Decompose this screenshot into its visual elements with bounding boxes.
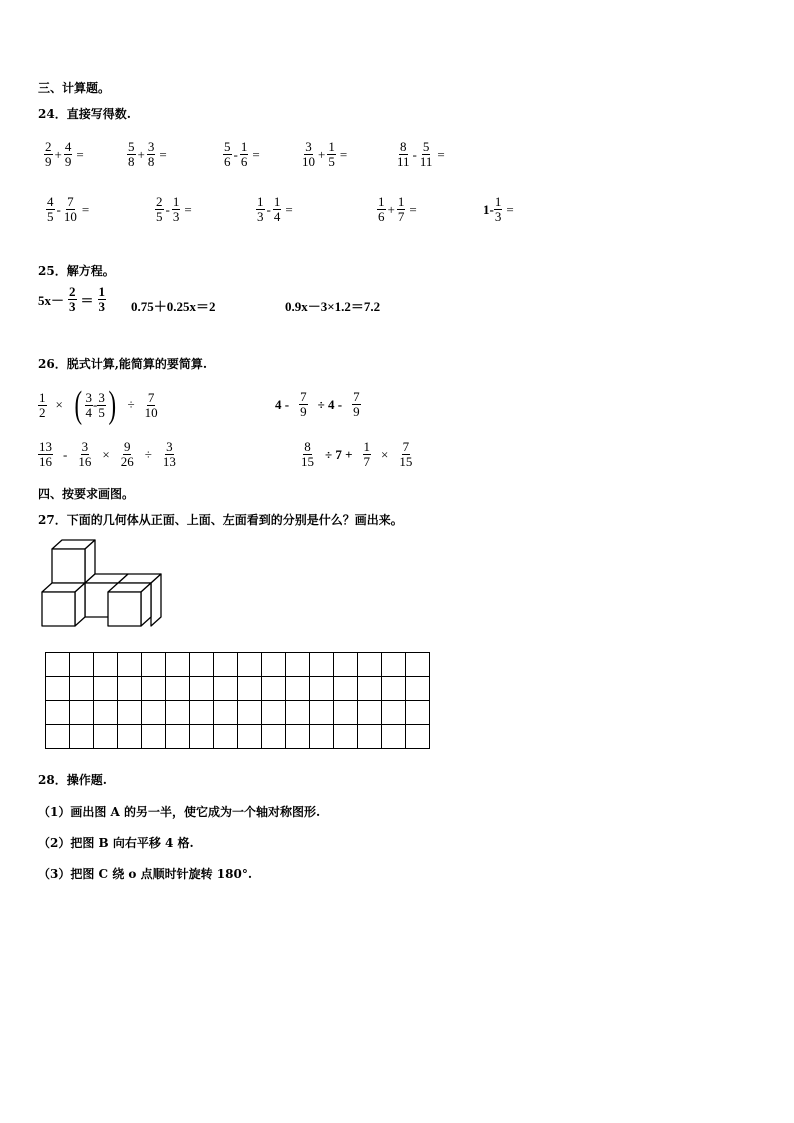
fraction <box>85 391 94 420</box>
q25-equation-2: 0.75＋0.25x＝2 <box>131 299 216 314</box>
numerator: 2 <box>156 194 163 209</box>
operator: - <box>266 201 271 217</box>
fraction <box>44 140 53 169</box>
grid-cell[interactable] <box>46 653 70 677</box>
grid-cell[interactable] <box>262 677 286 701</box>
q24-expression <box>127 140 169 169</box>
right-paren: ) <box>108 384 116 426</box>
fraction <box>419 140 434 169</box>
grid-cell[interactable] <box>46 677 70 701</box>
drawing-grid[interactable] <box>45 652 430 749</box>
fraction <box>120 440 135 469</box>
grid-cell[interactable] <box>238 653 262 677</box>
q25-equation-1 <box>38 285 110 314</box>
denominator: 4 <box>85 404 92 420</box>
denominator: 10 <box>302 154 315 169</box>
numerator: 7 <box>300 389 307 404</box>
grid-cell[interactable] <box>406 653 430 677</box>
minus-sign: - <box>93 397 98 412</box>
fraction <box>352 390 361 419</box>
grid-cell[interactable] <box>94 677 118 701</box>
operator: - <box>412 146 417 162</box>
q24-expression <box>155 195 194 224</box>
numerator: 3 <box>81 439 89 454</box>
fraction <box>240 140 249 169</box>
times-sign: × <box>55 397 63 412</box>
grid-cell[interactable] <box>334 701 358 725</box>
q26-expression-4 <box>300 440 413 469</box>
q24-expression <box>483 195 516 224</box>
fraction <box>38 440 53 469</box>
fraction <box>256 195 265 224</box>
fraction <box>38 391 47 420</box>
numerator: 1 <box>378 194 385 209</box>
grid-cell[interactable] <box>310 725 334 749</box>
left-paren: ( <box>74 384 82 426</box>
denominator: 11 <box>397 154 410 169</box>
grid-cell[interactable] <box>406 677 430 701</box>
grid-row[interactable] <box>46 701 430 725</box>
grid-cell[interactable] <box>358 725 382 749</box>
numerator: 7 <box>67 194 74 209</box>
denominator: 15 <box>301 454 314 469</box>
divide-sign: ÷ <box>144 446 152 462</box>
operator: + <box>137 146 145 162</box>
operator: + <box>318 146 326 162</box>
denominator: 9 <box>300 404 307 419</box>
q25-equation-3: 0.9x－3×1.2＝7.2 <box>285 299 381 314</box>
grid-cell[interactable] <box>190 677 214 701</box>
grid-cell[interactable] <box>382 725 406 749</box>
grid-cell[interactable] <box>46 725 70 749</box>
grid-cell[interactable] <box>94 701 118 725</box>
equals-sign: = <box>184 201 192 217</box>
denominator: 5 <box>98 404 105 420</box>
grid-cell[interactable] <box>166 701 190 725</box>
grid-cell[interactable] <box>118 677 142 701</box>
grid-cell[interactable] <box>166 653 190 677</box>
fraction <box>363 440 372 469</box>
grid-cell[interactable] <box>310 701 334 725</box>
grid-cell[interactable] <box>406 725 430 749</box>
numerator: 1 <box>240 139 248 154</box>
denominator: 2 <box>39 404 46 420</box>
expr-middle: ÷ 4 - <box>317 396 343 412</box>
q24-expression <box>46 195 91 224</box>
numerator: 3 <box>98 389 105 405</box>
grid-cell[interactable] <box>358 701 382 725</box>
numerator: 5 <box>224 139 231 154</box>
denominator: 7 <box>397 209 405 224</box>
fraction <box>398 440 413 469</box>
divide-sign: ÷ <box>127 397 135 412</box>
times-sign: × <box>381 446 389 462</box>
fraction <box>63 195 78 224</box>
q24-expression <box>256 195 295 224</box>
fraction <box>223 140 232 169</box>
minus-sign: - <box>63 446 68 462</box>
section-heading-4: 四、按要求画图。 <box>38 487 135 501</box>
grid-cell[interactable] <box>70 725 94 749</box>
operator: + <box>54 146 62 162</box>
grid-cell[interactable] <box>334 653 358 677</box>
numerator: 9 <box>123 439 131 454</box>
denominator: 5 <box>328 154 335 169</box>
denominator: 4 <box>273 209 281 224</box>
grid-cell[interactable] <box>94 653 118 677</box>
grid-cell[interactable] <box>262 701 286 725</box>
equals-sign: ＝ <box>80 293 94 308</box>
equals-sign: = <box>159 146 167 162</box>
numerator: 4 <box>64 139 72 154</box>
numerator: 3 <box>147 139 155 154</box>
grid-cell[interactable] <box>262 725 286 749</box>
denominator: 16 <box>39 454 52 469</box>
denominator: 10 <box>144 404 158 420</box>
fraction <box>77 440 92 469</box>
fraction <box>144 391 159 420</box>
fraction <box>273 195 282 224</box>
grid-cell[interactable] <box>382 653 406 677</box>
q28-item-3: （3）把图 C 绕 o 点顺时针旋转 180°. <box>38 867 253 881</box>
numerator: 3 <box>166 439 173 454</box>
numerator: 1 <box>257 194 264 209</box>
denominator: 3 <box>494 209 502 224</box>
denominator: 7 <box>363 454 371 469</box>
operator: + <box>387 201 395 217</box>
grid-cell[interactable] <box>358 677 382 701</box>
q26-expression-3 <box>38 440 177 469</box>
q26-expression-1 <box>38 386 159 424</box>
numerator: 1 <box>39 389 46 405</box>
grid-cell[interactable] <box>214 725 238 749</box>
grid-cell[interactable] <box>238 701 262 725</box>
grid-cell[interactable] <box>118 725 142 749</box>
denominator: 6 <box>240 154 248 169</box>
denominator: 3 <box>257 209 264 224</box>
grid-cell[interactable] <box>286 725 310 749</box>
numerator: 5 <box>128 139 135 154</box>
fraction <box>301 140 316 169</box>
numerator: 7 <box>402 439 410 454</box>
q28-title: 28．操作题. <box>38 773 107 787</box>
numerator: 7 <box>147 389 155 405</box>
grid-cell[interactable] <box>238 677 262 701</box>
grid-cell[interactable] <box>118 653 142 677</box>
grid-cell[interactable] <box>142 725 166 749</box>
denominator: 8 <box>147 154 155 169</box>
fraction <box>147 140 156 169</box>
grid-cell[interactable] <box>310 677 334 701</box>
denominator: 6 <box>378 209 385 224</box>
denominator: 3 <box>69 299 76 314</box>
denominator: 9 <box>45 154 52 169</box>
denominator: 16 <box>78 454 92 469</box>
grid-cell[interactable] <box>382 701 406 725</box>
denominator: 11 <box>419 154 433 169</box>
fraction <box>98 285 107 314</box>
numerator: 2 <box>69 284 76 299</box>
numerator: 8 <box>400 139 407 154</box>
numerator: 7 <box>353 389 360 404</box>
grid-cell[interactable] <box>70 653 94 677</box>
q27-title: 27．下面的几何体从正面、上面、左面看到的分别是什么？画出来。 <box>38 513 403 527</box>
numerator: 13 <box>39 439 52 454</box>
equals-sign: = <box>506 201 514 217</box>
equals-sign: = <box>409 201 417 217</box>
grid-cell[interactable] <box>190 701 214 725</box>
q24-expression <box>223 140 262 169</box>
grid-cell[interactable] <box>118 701 142 725</box>
q24-expression <box>377 195 419 224</box>
fraction <box>396 140 411 169</box>
q24-expression <box>396 140 447 169</box>
fraction <box>377 195 386 224</box>
grid-row[interactable] <box>46 653 430 677</box>
fraction <box>64 140 73 169</box>
q24-expression <box>44 140 86 169</box>
grid-row[interactable] <box>46 677 430 701</box>
q24-expression <box>301 140 349 169</box>
expr-middle: ÷ 7 + <box>325 446 353 462</box>
fraction <box>127 140 136 169</box>
grid-cell[interactable] <box>406 701 430 725</box>
grid-cell[interactable] <box>238 725 262 749</box>
grid-cell[interactable] <box>286 653 310 677</box>
grid-cell[interactable] <box>142 701 166 725</box>
q25-eq1-prefix: 5x－ <box>38 293 65 308</box>
denominator: 10 <box>63 209 77 224</box>
denominator: 13 <box>162 454 176 469</box>
operator: - <box>56 201 61 217</box>
expr-prefix: 4 - <box>275 396 290 412</box>
denominator: 5 <box>47 209 54 224</box>
equals-sign: = <box>339 146 348 162</box>
grid-cell[interactable] <box>334 725 358 749</box>
q26-expression-2 <box>275 390 371 419</box>
fraction <box>162 440 177 469</box>
equals-sign: = <box>252 146 260 162</box>
grid-cell[interactable] <box>94 725 118 749</box>
fraction <box>97 391 106 420</box>
grid-cell[interactable] <box>46 701 70 725</box>
denominator: 9 <box>64 154 72 169</box>
fraction <box>155 195 164 224</box>
grid-cell[interactable] <box>166 677 190 701</box>
q24-title: 24．直接写得数. <box>38 107 131 121</box>
equals-sign: = <box>285 201 293 217</box>
grid-cell[interactable] <box>382 677 406 701</box>
fraction <box>494 195 503 224</box>
times-sign: × <box>102 446 110 462</box>
fraction <box>46 195 55 224</box>
denominator: 6 <box>224 154 231 169</box>
grid-cell[interactable] <box>334 677 358 701</box>
numerator: 1 <box>397 194 405 209</box>
expr-prefix: 1- <box>483 201 494 217</box>
grid-cell[interactable] <box>70 677 94 701</box>
cube-stack-figure <box>38 537 166 631</box>
numerator: 3 <box>305 139 312 154</box>
numerator: 4 <box>47 194 54 209</box>
grid-cell[interactable] <box>190 725 214 749</box>
denominator: 3 <box>98 299 106 314</box>
denominator: 8 <box>128 154 135 169</box>
q28-item-2: （2）把图 B 向右平移 4 格. <box>38 836 194 850</box>
numerator: 8 <box>304 439 311 454</box>
grid-cell[interactable] <box>310 653 334 677</box>
grid-cell[interactable] <box>214 677 238 701</box>
numerator: 1 <box>363 439 371 454</box>
numerator: 1 <box>98 284 106 299</box>
operator: - <box>165 201 170 217</box>
q25-title: 25．解方程。 <box>38 264 115 278</box>
grid-cell[interactable] <box>166 725 190 749</box>
denominator: 5 <box>156 209 163 224</box>
grid-row[interactable] <box>46 725 430 749</box>
grid-cell[interactable] <box>214 653 238 677</box>
numerator: 5 <box>422 139 430 154</box>
grid-cell[interactable] <box>286 677 310 701</box>
equals-sign: = <box>81 201 90 217</box>
numerator: 1 <box>328 139 335 154</box>
fraction <box>172 195 181 224</box>
denominator: 9 <box>353 404 360 419</box>
numerator: 1 <box>494 194 502 209</box>
fraction <box>299 390 308 419</box>
section-heading-3: 三、计算题。 <box>38 81 111 95</box>
grid-cell[interactable] <box>70 701 94 725</box>
equals-sign: = <box>437 146 445 162</box>
grid-cell[interactable] <box>190 653 214 677</box>
denominator: 26 <box>120 454 134 469</box>
grid-cell[interactable] <box>142 677 166 701</box>
numerator: 2 <box>45 139 52 154</box>
grid-cell[interactable] <box>142 653 166 677</box>
numerator: 1 <box>172 194 180 209</box>
fraction <box>300 440 315 469</box>
grid-cell[interactable] <box>214 701 238 725</box>
fraction <box>68 285 77 314</box>
fraction <box>397 195 406 224</box>
grid-cell[interactable] <box>286 701 310 725</box>
equals-sign: = <box>76 146 84 162</box>
operator: - <box>233 146 238 162</box>
grid-cell[interactable] <box>358 653 382 677</box>
numerator: 3 <box>85 389 92 405</box>
q26-title: 26．脱式计算,能简算的要简算. <box>38 357 208 371</box>
denominator: 15 <box>399 454 413 469</box>
fraction <box>327 140 336 169</box>
grid-cell[interactable] <box>262 653 286 677</box>
denominator: 3 <box>172 209 180 224</box>
numerator: 1 <box>273 194 281 209</box>
q28-item-1: （1）画出图 A 的另一半，使它成为一个轴对称图形. <box>38 805 321 819</box>
